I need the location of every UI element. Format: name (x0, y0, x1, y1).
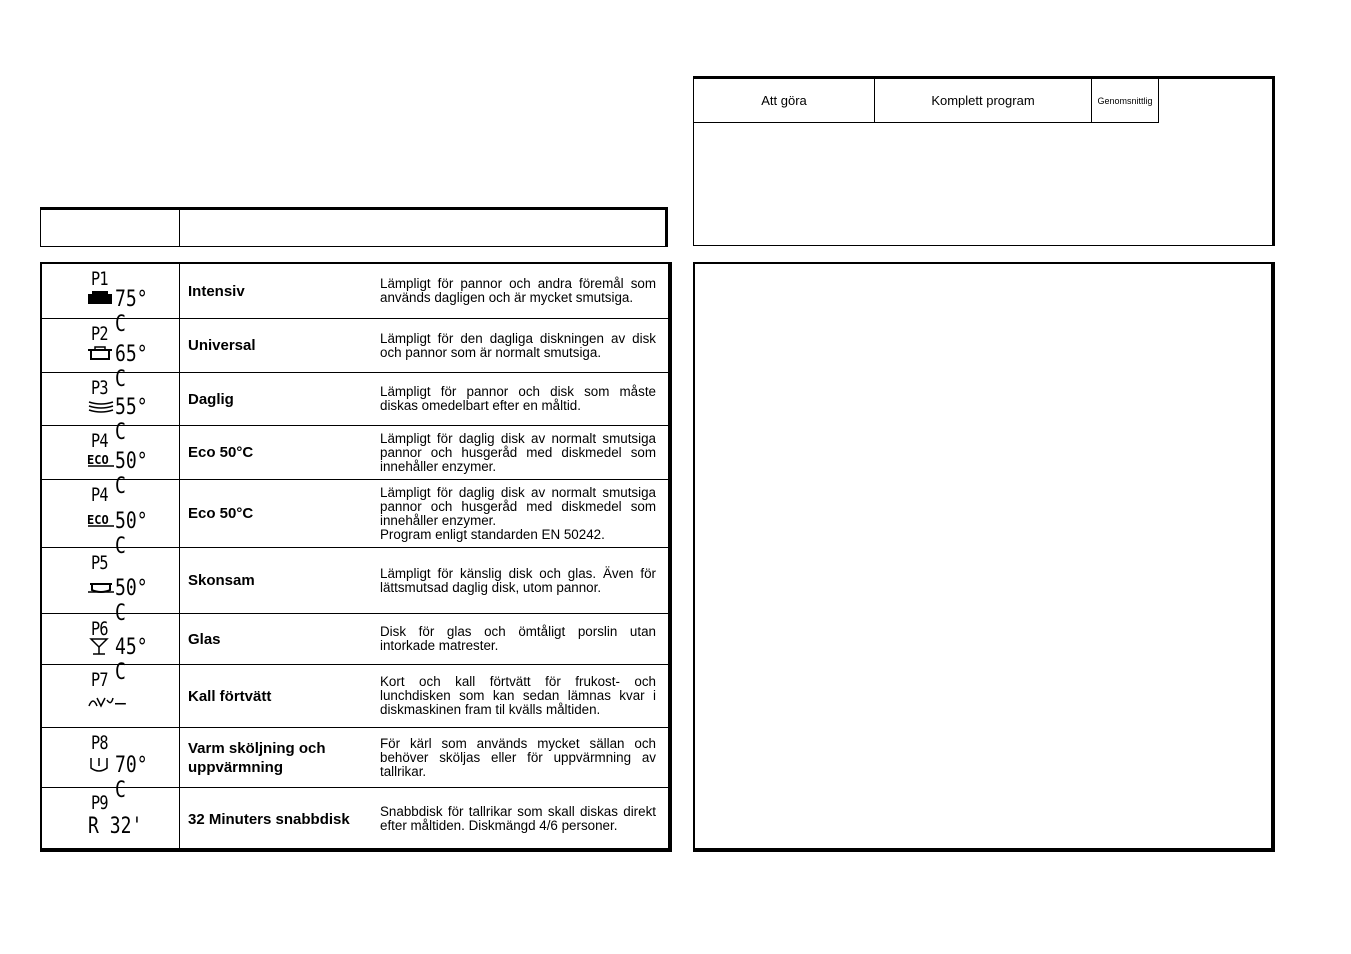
program-description (376, 614, 668, 664)
program-temp: R 32' (88, 814, 143, 839)
glass-icon (87, 638, 111, 660)
desc-text: Lämpligt för daglig disk av normalt smutsiga pannor och husgeråd med diskmedel som innehåller enzymer. (380, 484, 656, 528)
program-code: P7 (91, 669, 108, 691)
right-table-header (693, 76, 1275, 246)
program-code: P9 (91, 792, 108, 814)
program-temp: 65° C (115, 342, 148, 392)
desc-text: Lämpligt för pannor och disk som måste diskas omedelbart efter en måltid. (380, 384, 656, 413)
desc-text: Lämpligt för pannor och andra föremål som används dagligen och är mycket smutsiga. (380, 276, 656, 305)
desc-text: Lämpligt för den dagliga diskningen av disk och pannor som är normalt smutsiga. (380, 330, 656, 360)
program-name: Varm sköljning och uppvärmning (188, 739, 326, 776)
program-description (376, 426, 668, 479)
program-temp: 55° C (115, 395, 148, 445)
program-table (40, 262, 672, 852)
pan-icon (87, 345, 113, 364)
group-genomsnittlig: Genomsnittlig (1092, 79, 1159, 123)
program-icon-cell (42, 480, 180, 559)
program-name: Skonsam (188, 572, 255, 589)
program-code: P2 (91, 323, 108, 345)
program-name: Glas (188, 630, 221, 648)
program-description (376, 319, 668, 372)
col-description (180, 210, 665, 246)
program-name: Eco 50°C (188, 505, 254, 522)
svg-text:ECO: ECO (87, 453, 109, 467)
pot-icon (87, 290, 113, 309)
desc-text: Lämpligt för daglig disk av normalt smutsiga pannor och husgeråd med diskmedel som innehåller enzymer. (380, 430, 656, 474)
program-name: Universal (188, 337, 256, 354)
program-description (376, 788, 668, 850)
program-code: P3 (91, 377, 108, 399)
program-row (42, 480, 668, 559)
program-name: Daglig (188, 390, 234, 408)
program-row (42, 548, 668, 626)
program-temp: 75° C (115, 287, 148, 337)
program-name: Intensiv (188, 282, 245, 300)
program-temp: 70° C (115, 753, 148, 803)
group-att-gora (694, 79, 875, 123)
program-icon-cell (42, 788, 180, 850)
plates-icon (87, 398, 115, 417)
program-row (42, 665, 668, 728)
program-description (376, 264, 668, 318)
col-program (41, 210, 180, 246)
program-code: P6 (91, 618, 108, 640)
program-icon-cell (42, 548, 180, 626)
right-table-body (693, 262, 1275, 852)
program-code: P5 (91, 552, 108, 574)
program-code: P4 (91, 430, 108, 452)
program-description (376, 548, 668, 613)
program-row (42, 788, 668, 850)
program-icon-cell (42, 665, 180, 727)
program-name: Kall förtvätt (188, 687, 272, 705)
program-code: P8 (91, 732, 108, 754)
program-description (376, 480, 668, 547)
eco-icon (87, 512, 115, 532)
program-temp: 50° C (115, 576, 148, 626)
program-temp: 50° C (115, 509, 148, 559)
program-temp: 50° C (115, 449, 148, 499)
program-row (42, 426, 668, 499)
desc-text: Lämpligt för känslig disk och glas. Även för lättsmutsad daglig disk, utom pannor. (380, 565, 656, 595)
program-code: P4 (91, 484, 108, 506)
program-temp: — (115, 691, 126, 716)
desc-text: Program enligt standarden EN 50242. (380, 526, 605, 542)
program-name: 32 Minuters snabbdisk (188, 810, 350, 828)
program-temp: 45° C (115, 635, 148, 685)
eco-icon (87, 452, 115, 472)
rinse-icon (87, 756, 111, 778)
desc-text: Snabbdisk för tallrikar som skall diskas direkt efter måltiden. Diskmängd 4/6 personer. (380, 804, 656, 833)
desc-text: För kärl som används mycket sällan och behöver sköljas eller för uppvärmning av tallrikar. (380, 735, 656, 779)
program-code: P1 (91, 268, 108, 290)
group-label: Att göra (761, 92, 807, 108)
program-icon-cell (42, 426, 180, 499)
group-komplett-program (875, 79, 1092, 123)
cold-prewash-icon (87, 694, 115, 714)
program-description (376, 373, 668, 425)
program-description (376, 728, 668, 787)
delicate-icon (87, 579, 115, 598)
left-table-header (40, 207, 668, 247)
svg-text:ECO: ECO (87, 513, 109, 527)
program-description (376, 665, 668, 727)
program-name: Eco 50°C (188, 444, 254, 461)
desc-text: Disk för glas och ömtåligt porslin utan intorkade matrester. (380, 624, 656, 653)
desc-text: Kort och kall förtvätt för frukost- och lunchdisken som kan sedan lämnas kvar i diskmaskinen fram til kvälls måltiden. (380, 674, 656, 717)
group-label: Komplett program (931, 92, 1035, 108)
